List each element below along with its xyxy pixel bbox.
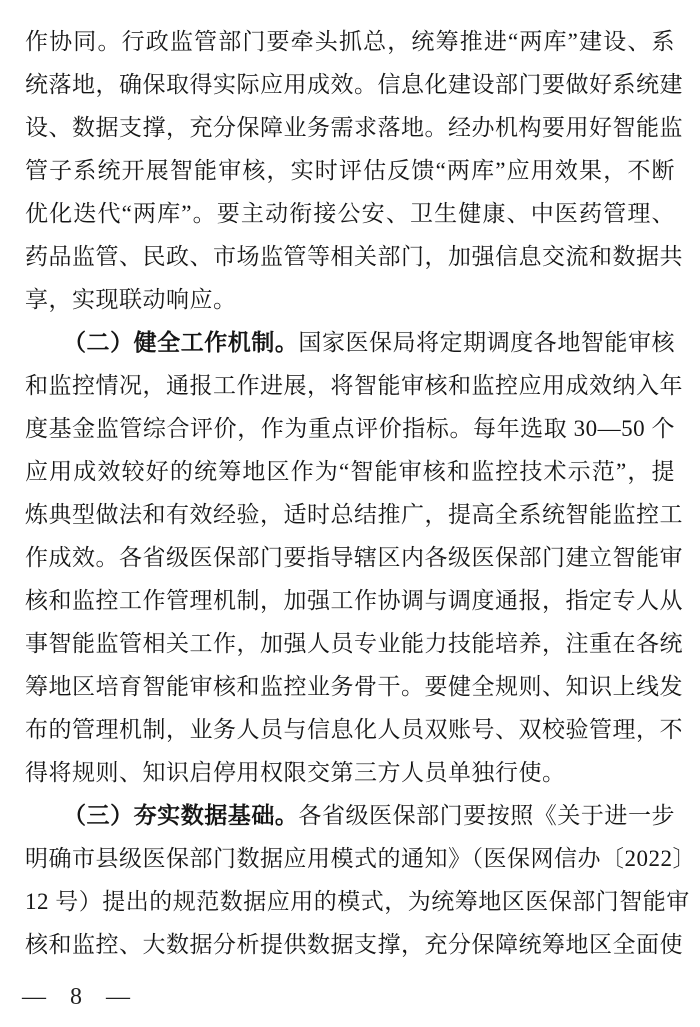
text-line: 享，实现联动响应。 (25, 287, 237, 312)
text-line: 优化迭代“两库”。要主动衔接公安、卫生健康、中医药管理、 (25, 201, 675, 226)
section-heading: （二）健全工作机制。 (63, 330, 299, 355)
paragraph-item-2 (25, 321, 683, 794)
text-line: 度基金监管综合评价，作为重点评价指标。每年选取 30—50 个 (25, 416, 675, 441)
text-line: 设、数据支撑，充分保障业务需求落地。经办机构要用好智能监 (25, 115, 683, 140)
text-line: 药品监管、民政、市场监管等相关部门，加强信息交流和数据共 (25, 244, 683, 269)
text-line: 管子系统开展智能审核，实时评估反馈“两库”应用效果，不断 (25, 158, 675, 183)
text-line: 12 号）提出的规范数据应用的模式，为统筹地区医保部门智能审 (25, 889, 690, 914)
text-line (25, 794, 675, 837)
text-line: 核和监控、大数据分析提供数据支撑，充分保障统筹地区全面使 (25, 932, 683, 957)
text-line: 炼典型做法和有效经验，适时总结推广，提高全系统智能监控工 (25, 502, 683, 527)
text-run: 各省级医保部门要按照《关于进一步 (298, 803, 676, 828)
text-line: 和监控情况，通报工作进展，将智能审核和监控应用成效纳入年 (25, 373, 683, 398)
text-line: 事智能监管相关工作，加强人员专业能力技能培养，注重在各统 (25, 631, 683, 656)
text-line (25, 321, 675, 364)
text-line: 作协同。行政监管部门要牵头抓总，统筹推进“两库”建设、系 (25, 29, 675, 54)
section-heading: （三）夯实数据基础。 (63, 803, 299, 828)
text-line: 筹地区培育智能审核和监控业务骨干。要健全规则、知识上线发 (25, 674, 683, 699)
text-line: 布的管理机制，业务人员与信息化人员双账号、双校验管理，不 (25, 717, 683, 742)
text-line: 得将规则、知识启停用权限交第三方人员单独行使。 (25, 760, 566, 785)
page-number: — 8 — (22, 984, 139, 1010)
text-line: 明确市县级医保部门数据应用模式的通知》（医保网信办〔2022〕 (25, 846, 696, 871)
text-run: 国家医保局将定期调度各地智能审核 (298, 330, 676, 355)
paragraph-item-3 (25, 794, 696, 966)
paragraph-continuation (25, 20, 683, 321)
text-line: 应用成效较好的统筹地区作为“智能审核和监控技术示范”，提 (25, 459, 675, 484)
text-line: 核和监控工作管理机制，加强工作协调与调度通报，指定专人从 (25, 588, 683, 613)
text-line: 统落地，确保取得实际应用成效。信息化建设部门要做好系统建 (25, 72, 683, 97)
text-line: 作成效。各省级医保部门要指导辖区内各级医保部门建立智能审 (25, 545, 683, 570)
